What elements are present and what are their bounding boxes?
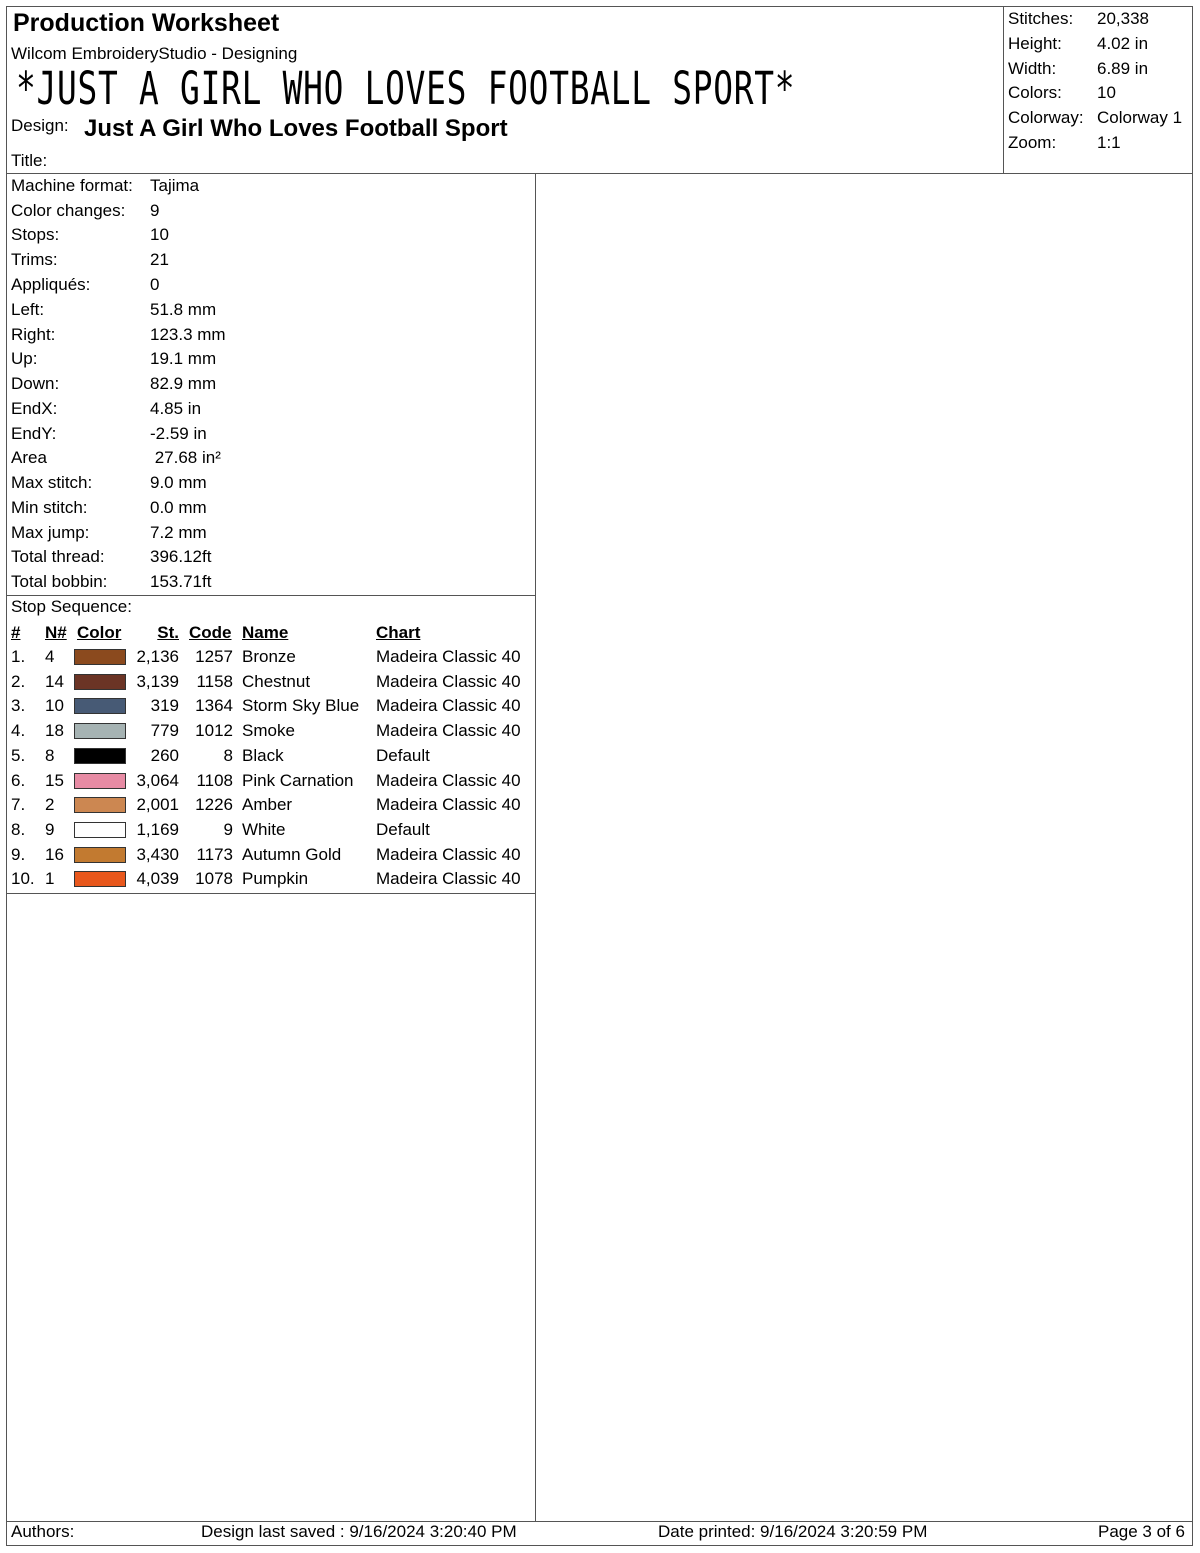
info-value: 19.1 mm (150, 349, 217, 368)
thread-code: 1108 (196, 770, 233, 790)
date-printed: Date printed: 9/16/2024 3:20:59 PM (658, 1522, 928, 1541)
stat-value: 6.89 in (1097, 59, 1149, 78)
software-name: Wilcom EmbroideryStudio - Designing (11, 44, 298, 63)
thread-chart: Madeira Classic 40 (376, 696, 521, 716)
stitch-count: 2,001 (136, 795, 179, 815)
color-swatch (74, 822, 126, 838)
header-divider (6, 173, 1193, 174)
needle-number: 18 (45, 721, 64, 741)
info-label: Min stitch: (11, 498, 88, 517)
info-label: Appliqués: (11, 275, 91, 294)
footer-divider (6, 1521, 1193, 1522)
column-header-needle: N# (45, 623, 67, 642)
thread-code: 1364 (195, 696, 233, 716)
stat-label: Colors: (1008, 83, 1062, 102)
thread-chart: Madeira Classic 40 (376, 671, 521, 691)
info-value: 396.12ft (150, 547, 212, 566)
needle-number: 8 (45, 745, 55, 765)
info-label: Area (11, 448, 47, 467)
last-saved: Design last saved : 9/16/2024 3:20:40 PM (201, 1522, 517, 1541)
info-label: Up: (11, 349, 38, 368)
info-label: Max stitch: (11, 473, 93, 492)
row-number: 3. (11, 696, 26, 716)
row-number: 7. (11, 795, 26, 815)
stat-value: 10 (1097, 83, 1116, 102)
column-header-stitches: St. (157, 623, 179, 642)
info-label: Trims: (11, 250, 58, 269)
info-value: 21 (150, 250, 169, 269)
color-swatch (74, 797, 126, 813)
thread-name: Storm Sky Blue (242, 696, 360, 716)
thread-chart: Default (376, 819, 430, 839)
table-row (0, 696, 530, 720)
info-value: 27.68 in² (150, 448, 221, 467)
color-swatch (74, 649, 126, 665)
needle-number: 16 (45, 844, 64, 864)
thread-name: Bronze (242, 647, 296, 666)
info-label: Left: (11, 300, 45, 319)
table-row (0, 820, 530, 844)
info-label: Right: (11, 325, 56, 344)
authors-label: Authors: (11, 1522, 75, 1541)
thread-name: Black (242, 745, 284, 765)
stitch-count: 3,139 (136, 671, 179, 691)
info-value: 7.2 mm (150, 523, 207, 542)
info-label: EndX: (11, 399, 58, 418)
info-label: Total bobbin: (11, 572, 108, 591)
stitch-count: 779 (150, 721, 179, 741)
info-value: 51.8 mm (150, 300, 217, 319)
row-number: 4. (11, 721, 26, 741)
needle-number: 4 (45, 647, 55, 666)
stitch-count: 2,136 (136, 647, 179, 666)
needle-number: 10 (45, 696, 64, 716)
design-label: Design: (11, 116, 69, 135)
table-row (0, 869, 530, 893)
stitch-count: 319 (150, 696, 179, 716)
info-value: 123.3 mm (150, 325, 226, 344)
table-row (0, 746, 530, 770)
info-value: 0.0 mm (150, 498, 207, 517)
thread-code: 1158 (196, 671, 233, 691)
row-number: 6. (11, 770, 26, 790)
info-label: Total thread: (11, 547, 105, 566)
needle-number: 1 (45, 869, 55, 889)
info-label: Color changes: (11, 201, 126, 220)
thread-chart: Madeira Classic 40 (376, 647, 521, 666)
color-swatch (74, 723, 126, 739)
table-row (0, 795, 530, 819)
thread-code: 8 (223, 745, 233, 765)
page-title: Production Worksheet (13, 9, 280, 37)
thread-name: White (242, 819, 286, 839)
stat-label: Stitches: (1008, 9, 1074, 28)
stitch-count: 4,039 (136, 869, 179, 889)
color-swatch (74, 773, 126, 789)
thread-name: Chestnut (242, 671, 311, 691)
thread-code: 1173 (196, 844, 233, 864)
color-swatch (74, 674, 126, 690)
row-number: 9. (11, 844, 26, 864)
row-number: 8. (11, 819, 26, 839)
table-row (0, 672, 530, 696)
info-value: 82.9 mm (150, 374, 217, 393)
thread-name: Pumpkin (242, 869, 309, 889)
info-value: 153.71ft (150, 572, 212, 591)
thread-chart: Madeira Classic 40 (376, 795, 521, 815)
needle-number: 15 (45, 770, 64, 790)
column-header-code: Code (189, 623, 232, 642)
thread-code: 1226 (195, 795, 233, 815)
info-divider (6, 595, 535, 596)
info-label: Stops: (11, 225, 60, 244)
stop-sequence-label: Stop Sequence: (11, 597, 132, 616)
row-number: 5. (11, 745, 26, 765)
color-swatch (74, 871, 126, 887)
table-row (0, 721, 530, 745)
table-row (0, 845, 530, 869)
stitch-count: 1,169 (136, 819, 179, 839)
column-header-color: Color (77, 623, 122, 642)
row-number: 1. (11, 647, 26, 666)
column-header-chart: Chart (376, 623, 421, 642)
info-value: 4.85 in (150, 399, 202, 418)
needle-number: 9 (45, 819, 55, 839)
stitch-count: 3,430 (136, 844, 179, 864)
info-label: EndY: (11, 424, 57, 443)
stitch-count: 260 (150, 745, 179, 765)
thread-code: 9 (223, 819, 233, 839)
info-value: Tajima (150, 176, 200, 195)
thread-code: 1257 (195, 647, 233, 666)
stats-divider (1003, 6, 1004, 173)
color-swatch (74, 698, 126, 714)
stat-label: Height: (1008, 34, 1062, 53)
thread-chart: Madeira Classic 40 (376, 844, 521, 864)
design-lettering: *JUST A GIRL WHO LOVES FOOTBALL SPORT* (16, 62, 796, 115)
design-name: Just A Girl Who Loves Football Sport (84, 115, 508, 142)
thread-chart: Default (376, 745, 430, 765)
stat-value: 20,338 (1097, 9, 1149, 28)
thread-code: 1078 (195, 869, 233, 889)
info-label: Machine format: (11, 176, 133, 195)
info-label: Max jump: (11, 523, 90, 542)
page-number: Page 3 of 6 (1098, 1522, 1185, 1541)
row-number: 2. (11, 671, 26, 691)
info-value: 9.0 mm (150, 473, 207, 492)
info-value: 9 (150, 201, 160, 220)
column-header-number: # (11, 623, 21, 642)
thread-name: Pink Carnation (242, 770, 354, 790)
needle-number: 2 (45, 795, 55, 815)
stat-value: 4.02 in (1097, 34, 1149, 53)
stat-label: Zoom: (1008, 133, 1057, 152)
table-row (0, 647, 530, 671)
thread-code: 1012 (195, 721, 233, 741)
stat-label: Colorway: (1008, 108, 1084, 127)
thread-name: Smoke (242, 721, 295, 741)
stat-label: Width: (1008, 59, 1057, 78)
info-value: -2.59 in (150, 424, 207, 443)
stat-value: 1:1 (1097, 133, 1121, 152)
thread-chart: Madeira Classic 40 (376, 869, 521, 889)
column-header-name: Name (242, 623, 289, 642)
thread-name: Autumn Gold (242, 844, 342, 864)
info-label: Down: (11, 374, 60, 393)
info-value: 10 (150, 225, 169, 244)
info-value: 0 (150, 275, 160, 294)
thread-chart: Madeira Classic 40 (376, 770, 521, 790)
column-divider (535, 173, 536, 1521)
color-swatch (74, 847, 126, 863)
stitch-count: 3,064 (136, 770, 179, 790)
row-number: 10. (11, 869, 35, 889)
thread-name: Amber (242, 795, 293, 815)
stat-value: Colorway 1 (1097, 108, 1183, 127)
title-label: Title: (11, 151, 48, 170)
table-row (0, 771, 530, 795)
color-swatch (74, 748, 126, 764)
thread-chart: Madeira Classic 40 (376, 721, 521, 741)
needle-number: 14 (45, 671, 64, 691)
